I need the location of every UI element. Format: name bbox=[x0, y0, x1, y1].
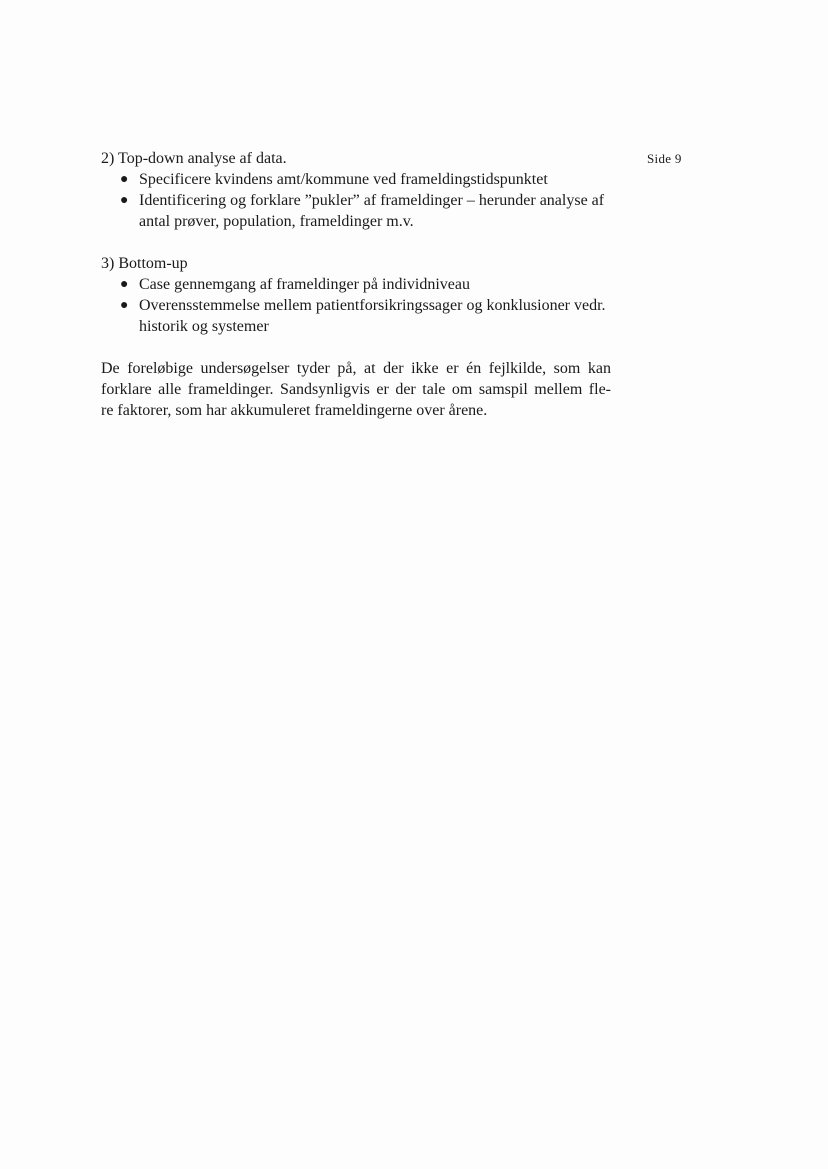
list-item-text: Case gennemgang af frameldinger på individniveau bbox=[139, 276, 470, 293]
list-item bbox=[101, 295, 611, 337]
bullet-icon: ● bbox=[120, 172, 129, 187]
page-body bbox=[101, 148, 611, 421]
section-top-down bbox=[101, 148, 611, 232]
bullet-icon: ● bbox=[120, 193, 129, 208]
bullet-icon: ● bbox=[120, 277, 129, 292]
list-item-text: Specificere kvindens amt/kommune ved frameldingstidspunktet bbox=[139, 171, 548, 188]
page-number: Side 9 bbox=[647, 151, 682, 166]
section-bottom-up bbox=[101, 253, 611, 337]
section-heading: 3) Bottom-up bbox=[101, 255, 188, 272]
paragraph-line: De foreløbige undersøgelser tyder på, at der ikke er én fejlkilde, som kan bbox=[101, 360, 611, 377]
list-item bbox=[101, 169, 611, 190]
list-item bbox=[101, 274, 611, 295]
list-item bbox=[101, 190, 611, 232]
paragraph-line: re faktorer, som har akkumuleret frameldingerne over årene. bbox=[101, 402, 488, 419]
bullet-list bbox=[101, 274, 611, 337]
list-item-text: Overensstemmelse mellem patientforsikringssager og konklusioner vedr. historik og systemer bbox=[139, 297, 606, 335]
section-heading: 2) Top-down analyse af data. bbox=[101, 150, 287, 167]
list-item-text: Identificering og forklare ”pukler” af frameldinger – herunder analyse af antal prøver, population, frameldinger m.v. bbox=[139, 192, 605, 230]
bullet-icon: ● bbox=[120, 298, 129, 313]
paragraph-line: forklare alle frameldinger. Sandsynligvis er der tale om samspil mellem fle- bbox=[101, 381, 611, 398]
conclusion-paragraph bbox=[101, 358, 611, 421]
bullet-list bbox=[101, 169, 611, 232]
